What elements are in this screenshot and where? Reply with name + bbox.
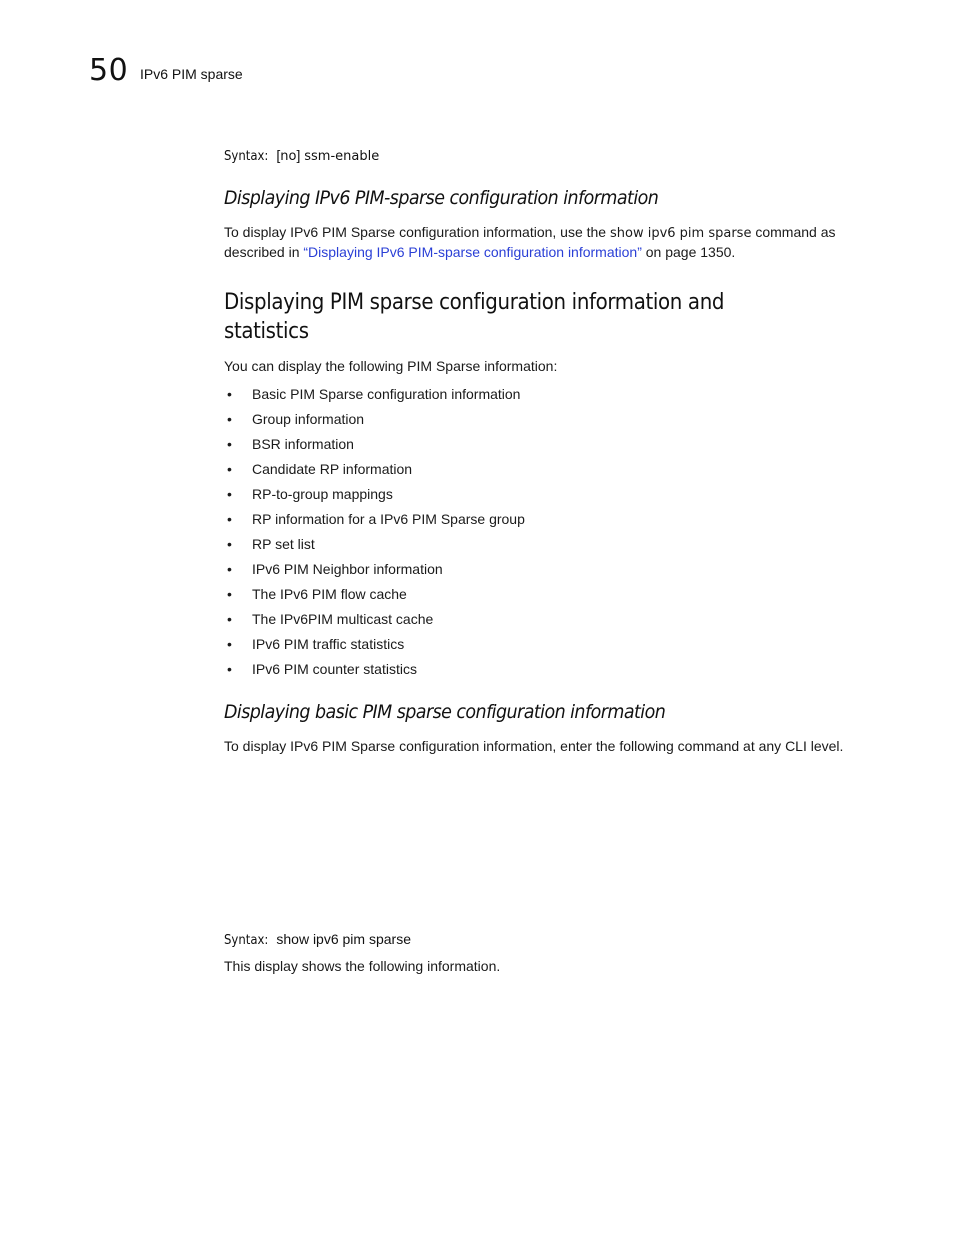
list-item: • IPv6 PIM traffic statistics bbox=[227, 636, 405, 652]
para-text-2: command as described in bbox=[224, 224, 836, 260]
list-item: • BSR information bbox=[227, 436, 354, 452]
bullet-glyph: • bbox=[227, 411, 232, 427]
syntax-command: show ipv6 pim sparse bbox=[276, 931, 411, 947]
syntax-bracket-close: ] bbox=[296, 147, 301, 163]
list-item: • IPv6 PIM counter statistics bbox=[227, 661, 417, 677]
section3-paragraph: To display IPv6 PIM Sparse configuration information, enter the following command at any CLI level. bbox=[224, 738, 844, 754]
section-heading-ipv6-pim-sparse-config: Displaying IPv6 PIM-sparse configuration information bbox=[224, 187, 659, 209]
syntax-show-ipv6-pim-sparse bbox=[224, 930, 411, 950]
para-text-1: To display IPv6 PIM Sparse configuration information, use the bbox=[224, 224, 610, 240]
bullet-glyph: • bbox=[227, 636, 232, 652]
bullet-glyph: • bbox=[227, 436, 232, 452]
bullet-glyph: • bbox=[227, 386, 232, 402]
list-item: • IPv6 PIM Neighbor information bbox=[227, 561, 443, 577]
para-text-3: on page 1350. bbox=[641, 244, 736, 260]
bullet-glyph: • bbox=[227, 511, 232, 527]
bullet-glyph: • bbox=[227, 536, 232, 552]
list-item: • Candidate RP information bbox=[227, 461, 413, 477]
syntax-bracket-open: [ bbox=[276, 147, 281, 163]
section1-paragraph bbox=[224, 223, 884, 262]
list-item: • RP set list bbox=[227, 536, 315, 552]
bullet-glyph: • bbox=[227, 661, 232, 677]
cross-reference-link[interactable]: “Displaying IPv6 PIM-sparse configuration information” bbox=[303, 244, 642, 260]
para-command: show ipv6 pim sparse bbox=[609, 226, 752, 241]
bullet-glyph: • bbox=[227, 561, 232, 577]
closing-paragraph: This display shows the following information. bbox=[224, 958, 501, 974]
chapter-number: 50 bbox=[89, 53, 129, 88]
section2-intro: You can display the following PIM Sparse information: bbox=[224, 358, 558, 374]
section-heading-basic-pim-sparse: Displaying basic PIM sparse configuration information bbox=[224, 701, 666, 723]
syntax-command: ssm-enable bbox=[304, 149, 380, 164]
syntax-label: Syntax: bbox=[224, 933, 269, 948]
syntax-label: Syntax: bbox=[224, 149, 269, 164]
bullet-glyph: • bbox=[227, 461, 232, 477]
pim-sparse-info-list bbox=[224, 385, 525, 685]
syntax-ssm-enable bbox=[224, 146, 379, 166]
list-item: • The IPv6 PIM flow cache bbox=[227, 586, 407, 602]
running-header-title: IPv6 PIM sparse bbox=[140, 66, 243, 82]
list-item: • Group information bbox=[227, 411, 365, 427]
syntax-optional-keyword: no bbox=[280, 149, 297, 164]
list-item: • Basic PIM Sparse configuration information bbox=[227, 386, 521, 402]
main-heading-pim-sparse-statistics: Displaying PIM sparse configuration information and statistics bbox=[224, 290, 725, 344]
bullet-glyph: • bbox=[227, 486, 232, 502]
list-item: • RP information for a IPv6 PIM Sparse group bbox=[227, 511, 525, 527]
list-item: • The IPv6PIM multicast cache bbox=[227, 611, 434, 627]
bullet-glyph: • bbox=[227, 611, 232, 627]
bullet-glyph: • bbox=[227, 586, 232, 602]
list-item: • RP-to-group mappings bbox=[227, 486, 393, 502]
